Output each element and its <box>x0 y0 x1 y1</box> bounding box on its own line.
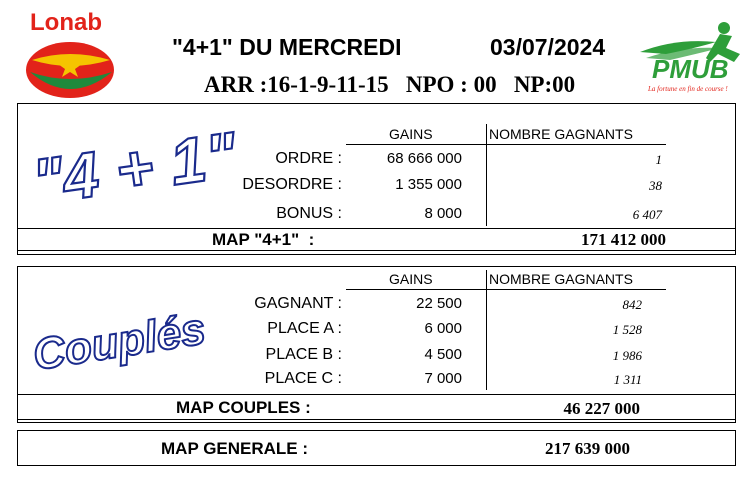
map-generale-label: MAP GENERALE : <box>161 439 309 458</box>
map-4plus1-value: 171 412 000 <box>581 230 666 249</box>
row-label-place-a: PLACE A : <box>267 320 342 337</box>
row-gain-gagnant: 22 500 <box>416 295 462 312</box>
row-nombre-place-b: 1 986 <box>612 348 642 363</box>
row-nombre-desordre: 38 <box>649 178 662 193</box>
row-gain-place-c: 7 000 <box>424 370 462 387</box>
row-nombre-gagnant: 842 <box>622 297 642 312</box>
col-header-gains-couples: GAINS <box>389 271 433 287</box>
arrivee-line: ARR :16-1-9-11-15 NPO : 00 NP:00 <box>204 72 576 97</box>
col-header-nombre-couples: NOMBRE GAGNANTS <box>489 271 633 287</box>
row-label-place-b: PLACE B : <box>265 346 342 363</box>
row-nombre-bonus: 6 407 <box>632 207 662 222</box>
row-nombre-place-a: 1 528 <box>612 322 642 337</box>
row-label-ordre: ORDRE : <box>275 150 342 167</box>
row-label-gagnant: GAGNANT : <box>254 295 342 312</box>
section-couples-col-divider <box>486 270 487 390</box>
map-4plus1-label: MAP "4+1" : <box>212 230 315 249</box>
row-gain-place-a: 6 000 <box>424 320 462 337</box>
row-gain-desordre: 1 355 000 <box>395 176 462 193</box>
map-couples-label: MAP COUPLES : <box>176 398 311 417</box>
title-text: "4+1" DU MERCREDI <box>172 34 402 60</box>
pmub-tagline: La fortune en fin de course ! <box>648 85 728 93</box>
section-4plus1-map-bottom <box>17 250 736 251</box>
row-gain-ordre: 68 666 000 <box>386 150 462 167</box>
map-generale-value: 217 639 000 <box>545 439 630 458</box>
row-gain-bonus: 8 000 <box>424 205 462 222</box>
row-label-place-c: PLACE C : <box>264 370 342 387</box>
row-label-bonus: BONUS : <box>276 205 342 222</box>
section-couples-map-divider <box>17 394 736 395</box>
section-couples-header-rule <box>346 289 666 290</box>
row-label-desordre: DESORDRE : <box>242 176 342 193</box>
col-header-nombre: NOMBRE GAGNANTS <box>489 126 633 142</box>
section-4plus1-col-divider <box>486 124 487 226</box>
title-date: 03/07/2024 <box>490 34 606 60</box>
row-gain-place-b: 4 500 <box>424 346 462 363</box>
section-4plus1-header-rule <box>346 144 666 145</box>
pmub-logo-text: PMUB <box>652 54 729 84</box>
lonab-logo-text: Lonab <box>30 9 102 36</box>
section-couples-map-bottom <box>17 419 736 420</box>
pmub-logo <box>636 18 746 98</box>
lonab-logo <box>22 8 122 100</box>
row-nombre-ordre: 1 <box>655 152 662 167</box>
row-nombre-place-c: 1 311 <box>613 372 642 387</box>
map-couples-value: 46 227 000 <box>563 399 640 418</box>
section-4plus1-map-divider <box>17 228 736 229</box>
col-header-gains: GAINS <box>389 126 433 142</box>
big-label-couples-text: Couplés <box>29 304 209 380</box>
big-label-4plus1-text: "4 + 1" <box>28 118 241 219</box>
